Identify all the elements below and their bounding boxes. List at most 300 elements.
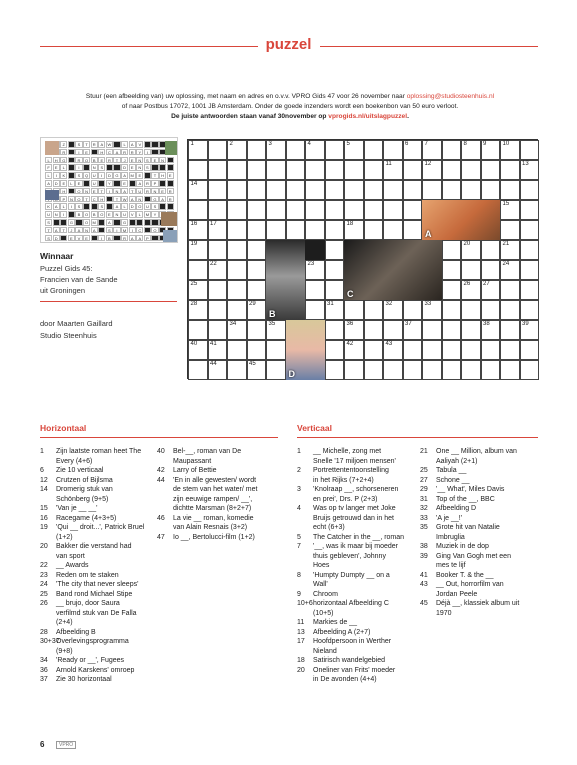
thumb-cell: D <box>53 180 60 187</box>
thumb-cell: T <box>113 196 120 203</box>
grid-cell[interactable] <box>305 280 325 300</box>
thumb-cell: L <box>60 164 67 171</box>
thumb-cell: P <box>144 235 151 242</box>
grid-cell-number: 40 <box>190 341 198 347</box>
grid-cell[interactable] <box>422 340 442 360</box>
intro-result-link[interactable]: vprogids.nl/uitslagpuzzel <box>328 113 408 120</box>
thumb-cell: M <box>122 227 127 233</box>
grid-cell[interactable] <box>188 340 208 360</box>
grid-cell[interactable] <box>481 260 501 280</box>
grid-cell[interactable] <box>227 360 247 380</box>
clue-text-cont: mes te lijf <box>436 562 466 569</box>
grid-cell[interactable] <box>461 240 481 260</box>
grid-cell[interactable] <box>325 240 345 260</box>
thumb-cell: R <box>129 149 136 156</box>
grid-cell[interactable] <box>442 180 462 200</box>
thumb-cell: B <box>106 235 113 242</box>
grid-cell[interactable] <box>461 300 481 320</box>
grid-cell[interactable] <box>266 340 286 360</box>
grid-cell[interactable] <box>442 300 462 320</box>
grid-cell[interactable] <box>247 340 267 360</box>
grid-cell-number: 12 <box>424 161 432 167</box>
grid-cell[interactable] <box>325 200 345 220</box>
clue-text: 'The city that never sleeps' <box>56 581 139 588</box>
clue-text: Afbeelding B <box>56 628 96 636</box>
grid-cell[interactable] <box>227 320 247 340</box>
thumb-cell: E <box>60 180 67 187</box>
grid-cell[interactable] <box>266 180 286 200</box>
grid-cell[interactable] <box>461 340 481 360</box>
grid-cell[interactable] <box>364 200 384 220</box>
grid-cell[interactable] <box>208 180 228 200</box>
thumb-cell <box>83 180 90 187</box>
thumb-cell: O <box>151 227 158 234</box>
grid-cell[interactable] <box>247 260 267 280</box>
clue-text: Band rond Michael Stipe <box>56 590 133 598</box>
across-clue <box>157 466 282 476</box>
grid-cell[interactable] <box>442 280 462 300</box>
grid-cell[interactable] <box>500 340 520 360</box>
clue-text-cont: Snelle '17 miljoen mensen' <box>313 457 396 465</box>
clue-text: Hoofdpersoon in Werther <box>313 638 392 645</box>
grid-cell[interactable] <box>227 340 247 360</box>
grid-cell[interactable] <box>481 140 501 160</box>
grid-cell[interactable] <box>364 220 384 240</box>
grid-cell[interactable] <box>325 260 345 280</box>
grid-cell[interactable] <box>481 280 501 300</box>
photo-c <box>344 240 442 300</box>
grid-cell[interactable] <box>520 240 540 260</box>
clue-text-cont: verfilmd stuk van De Falla <box>56 609 137 617</box>
grid-cell[interactable] <box>325 320 345 340</box>
clue-text: echt (6+3) <box>313 524 345 531</box>
grid-cell[interactable] <box>188 300 208 320</box>
grid-cell[interactable] <box>481 340 501 360</box>
grid-cell[interactable] <box>422 160 442 180</box>
grid-cell[interactable] <box>266 220 286 240</box>
grid-cell[interactable] <box>461 280 481 300</box>
grid-cell[interactable] <box>188 180 208 200</box>
grid-cell[interactable] <box>403 140 423 160</box>
thumb-cell: T <box>129 188 136 195</box>
grid-cell[interactable] <box>286 200 306 220</box>
clue-number: 6 <box>40 467 44 474</box>
grid-cell[interactable] <box>344 360 364 380</box>
thumb-photo <box>165 141 177 155</box>
grid-cell[interactable] <box>344 300 364 320</box>
clue-text: '__ What', Miles Davis <box>436 486 505 493</box>
grid-cell[interactable] <box>461 140 481 160</box>
thumb-cell: T <box>60 227 67 234</box>
grid-cell[interactable] <box>188 140 208 160</box>
grid-cell[interactable] <box>520 180 540 200</box>
thumb-cell: N <box>91 164 98 171</box>
grid-cell[interactable] <box>383 320 403 340</box>
grid-cell[interactable] <box>208 300 228 320</box>
grid-cell[interactable] <box>442 160 462 180</box>
grid-cell[interactable] <box>286 140 306 160</box>
grid-cell[interactable] <box>364 180 384 200</box>
thumb-cell <box>113 180 120 187</box>
thumb-cell: E <box>68 235 75 242</box>
grid-cell[interactable] <box>500 360 520 380</box>
thumb-cell: E <box>167 172 174 179</box>
grid-cell[interactable] <box>325 220 345 240</box>
grid-cell[interactable] <box>442 340 462 360</box>
header-rule-right <box>320 46 538 47</box>
clue-text: zijn eeuwige rampen/ __', <box>173 495 253 503</box>
grid-cell-number: 2 <box>229 141 233 147</box>
thumb-cell: A <box>136 180 143 187</box>
grid-cell[interactable] <box>442 360 462 380</box>
grid-cell[interactable] <box>364 360 384 380</box>
grid-cell[interactable] <box>188 220 208 240</box>
thumb-cell <box>60 235 67 242</box>
clue-text-cont: Nieland <box>313 647 337 655</box>
grid-cell[interactable] <box>286 220 306 240</box>
grid-cell[interactable] <box>227 240 247 260</box>
thumb-cell: A <box>121 188 128 195</box>
grid-cell[interactable] <box>520 360 540 380</box>
clue-text-cont: van sport <box>56 552 85 560</box>
grid-cell-number: 4 <box>307 141 311 147</box>
grid-cell[interactable] <box>442 240 462 260</box>
grid-cell[interactable] <box>461 260 481 280</box>
grid-cell[interactable] <box>422 300 442 320</box>
grid-cell[interactable] <box>481 320 501 340</box>
grid-cell[interactable] <box>383 180 403 200</box>
intro-line2: of naar Postbus 17072, 1001 JB Amsterdam. Onder de goede inzenders wordt een boekenbon van 50 euro verloot. <box>121 103 459 110</box>
grid-cell[interactable] <box>520 300 540 320</box>
grid-cell[interactable] <box>520 220 540 240</box>
grid-cell[interactable] <box>266 360 286 380</box>
grid-cell[interactable] <box>500 160 520 180</box>
previous-solution-thumbnail <box>40 137 178 243</box>
across-clue <box>40 542 155 561</box>
clue-number: 25 <box>420 467 428 474</box>
grid-cell[interactable] <box>266 200 286 220</box>
grid-cell[interactable] <box>422 320 442 340</box>
grid-cell[interactable] <box>227 220 247 240</box>
grid-cell[interactable] <box>422 180 442 200</box>
grid-cell[interactable] <box>383 360 403 380</box>
grid-cell[interactable] <box>500 140 520 160</box>
grid-cell[interactable] <box>325 180 345 200</box>
grid-cell[interactable] <box>383 140 403 160</box>
thumb-cell: H <box>159 172 166 179</box>
clue-text: Crutzen of Bijlsma <box>56 476 113 484</box>
grid-cell[interactable] <box>500 180 520 200</box>
thumb-cell <box>91 203 98 210</box>
clue-number: 9 <box>297 590 301 598</box>
thumb-cell: I <box>106 188 113 195</box>
grid-cell[interactable] <box>500 260 520 280</box>
grid-cell[interactable] <box>305 220 325 240</box>
grid-cell[interactable] <box>227 200 247 220</box>
grid-cell[interactable] <box>305 260 325 280</box>
grid-cell[interactable] <box>344 200 364 220</box>
clue-text: __ Michelle, zong met <box>313 448 382 455</box>
grid-cell[interactable] <box>208 240 228 260</box>
thumb-cell: R <box>121 235 128 242</box>
grid-cell[interactable] <box>442 260 462 280</box>
down-clue <box>420 599 540 618</box>
grid-cell[interactable] <box>442 140 462 160</box>
grid-cell[interactable] <box>266 140 286 160</box>
thumb-cell: M <box>92 220 96 225</box>
thumb-cell: R <box>167 188 174 195</box>
thumb-cell <box>68 172 75 179</box>
thumb-cell: T <box>113 157 120 164</box>
grid-cell[interactable] <box>247 140 267 160</box>
clue-text: (10+5) <box>313 609 334 617</box>
grid-cell[interactable] <box>247 220 267 240</box>
page-number: 6 <box>40 740 45 749</box>
grid-cell[interactable] <box>227 280 247 300</box>
thumb-cell <box>113 141 120 148</box>
grid-cell[interactable] <box>208 160 228 180</box>
grid-cell[interactable] <box>403 320 423 340</box>
grid-cell[interactable] <box>403 160 423 180</box>
grid-cell[interactable] <box>305 200 325 220</box>
grid-cell-number: 5 <box>346 141 350 147</box>
across-clue <box>157 476 282 495</box>
grid-cell[interactable] <box>461 160 481 180</box>
grid-cell[interactable] <box>325 160 345 180</box>
clue-text: The Catcher in the __, roman <box>313 533 405 541</box>
grid-cell[interactable] <box>500 320 520 340</box>
grid-cell[interactable] <box>325 280 345 300</box>
grid-cell-number: 36 <box>346 321 354 327</box>
grid-cell[interactable] <box>500 240 520 260</box>
grid-cell[interactable] <box>383 220 403 240</box>
grid-cell-number: 33 <box>424 301 432 307</box>
grid-cell[interactable] <box>344 340 364 360</box>
grid-cell-number: 42 <box>346 341 354 347</box>
grid-cell[interactable] <box>266 320 286 340</box>
grid-cell[interactable] <box>208 200 228 220</box>
grid-cell[interactable] <box>383 160 403 180</box>
grid-cell[interactable] <box>325 360 345 380</box>
thumb-cell: I <box>75 149 82 156</box>
grid-cell-number: 41 <box>210 341 217 347</box>
grid-cell[interactable] <box>247 240 267 260</box>
thumb-cell <box>106 203 113 210</box>
grid-cell[interactable] <box>403 360 423 380</box>
grid-cell[interactable] <box>227 140 247 160</box>
clue-number: 23 <box>40 571 48 579</box>
across-clue <box>40 618 155 628</box>
grid-cell[interactable] <box>227 260 247 280</box>
grid-cell[interactable] <box>520 320 540 340</box>
down-clue <box>420 580 540 599</box>
grid-cell[interactable] <box>305 140 325 160</box>
grid-cell-number: 6 <box>405 141 409 147</box>
grid-cell[interactable] <box>481 300 501 320</box>
intro-email-link[interactable]: oplossing@studiosteenhuis.nl <box>406 93 495 100</box>
clue-text: Schone __ <box>436 476 470 484</box>
thumb-cell: N <box>53 211 60 218</box>
grid-cell[interactable] <box>481 160 501 180</box>
thumb-cell: E <box>129 164 136 171</box>
grid-cell[interactable] <box>305 180 325 200</box>
grid-cell[interactable] <box>286 180 306 200</box>
across-clue <box>40 590 155 600</box>
grid-cell[interactable] <box>208 220 228 240</box>
grid-cell[interactable] <box>461 360 481 380</box>
across-clue <box>40 666 155 676</box>
grid-cell[interactable] <box>500 200 520 220</box>
grid-cell[interactable] <box>266 160 286 180</box>
grid-cell[interactable] <box>500 300 520 320</box>
clue-number: 26 <box>40 600 48 607</box>
grid-cell[interactable] <box>188 260 208 280</box>
grid-cell[interactable] <box>442 320 462 340</box>
grid-cell[interactable] <box>227 160 247 180</box>
intro-line3-end: . <box>407 113 409 120</box>
grid-cell[interactable] <box>403 200 423 220</box>
grid-cell[interactable] <box>344 320 364 340</box>
grid-cell-number: 1 <box>190 141 194 147</box>
thumb-cell: S <box>75 141 82 148</box>
grid-cell[interactable] <box>500 280 520 300</box>
grid-cell[interactable] <box>227 300 247 320</box>
clue-number: 21 <box>420 448 428 455</box>
clue-number: 5 <box>297 533 301 541</box>
clue-text: Booker T. & the __ <box>436 571 494 579</box>
grid-cell[interactable] <box>188 160 208 180</box>
grid-cell[interactable] <box>481 240 501 260</box>
thumb-cell: A <box>53 227 60 234</box>
grid-cell-number: 29 <box>249 301 256 307</box>
clue-text: Zie 10 verticaal <box>56 467 104 474</box>
grid-cell[interactable] <box>403 300 423 320</box>
grid-cell[interactable] <box>305 160 325 180</box>
clue-number: 12 <box>40 476 48 484</box>
grid-cell[interactable] <box>344 140 364 160</box>
across-clue <box>157 447 282 466</box>
grid-cell[interactable] <box>325 300 345 320</box>
across-clue <box>40 647 155 657</box>
grid-cell[interactable] <box>461 320 481 340</box>
grid-cell[interactable] <box>227 180 247 200</box>
grid-cell[interactable] <box>520 340 540 360</box>
grid-cell[interactable] <box>461 180 481 200</box>
thumb-cell: I <box>98 235 105 242</box>
grid-cell[interactable] <box>208 140 228 160</box>
grid-cell[interactable] <box>247 300 267 320</box>
grid-cell[interactable] <box>305 300 325 320</box>
grid-cell[interactable] <box>208 320 228 340</box>
grid-cell[interactable] <box>520 260 540 280</box>
grid-cell[interactable] <box>364 300 384 320</box>
grid-cell[interactable] <box>364 140 384 160</box>
grid-cell[interactable] <box>325 340 345 360</box>
grid-cell[interactable] <box>364 340 384 360</box>
grid-cell[interactable] <box>208 360 228 380</box>
grid-cell[interactable] <box>383 200 403 220</box>
thumb-photo <box>45 141 59 155</box>
grid-cell[interactable] <box>208 260 228 280</box>
across-heading: Horizontaal <box>40 423 87 433</box>
clue-text: La vie __ roman, komedie <box>173 514 254 522</box>
grid-cell[interactable] <box>422 360 442 380</box>
grid-cell[interactable] <box>344 160 364 180</box>
grid-cell[interactable] <box>403 340 423 360</box>
down-clue <box>297 628 415 638</box>
grid-cell[interactable] <box>520 200 540 220</box>
thumb-cell: V <box>136 141 143 148</box>
thumb-cell: M <box>130 173 134 179</box>
grid-cell[interactable] <box>325 140 345 160</box>
thumb-cell: S <box>106 227 113 234</box>
across-clue <box>40 466 155 476</box>
clue-number: 34 <box>40 657 48 664</box>
grid-cell-number: 7 <box>424 141 428 147</box>
grid-cell[interactable] <box>422 140 442 160</box>
clue-text: 'Van je __ __' <box>56 505 98 512</box>
grid-cell[interactable] <box>208 340 228 360</box>
grid-cell[interactable] <box>188 200 208 220</box>
down-clue <box>297 485 415 504</box>
thumb-cell <box>167 203 174 210</box>
thumb-cell: N <box>68 196 75 203</box>
grid-cell[interactable] <box>286 160 306 180</box>
grid-cell[interactable] <box>364 320 384 340</box>
thumb-cell: J <box>121 157 128 164</box>
grid-cell[interactable] <box>500 220 520 240</box>
grid-cell[interactable] <box>520 280 540 300</box>
grid-cell[interactable] <box>344 220 364 240</box>
across-clue <box>157 514 282 533</box>
grid-cell[interactable] <box>188 280 208 300</box>
grid-cell[interactable] <box>520 140 540 160</box>
thumb-cell <box>83 164 90 171</box>
grid-cell[interactable] <box>247 360 267 380</box>
grid-cell[interactable] <box>188 240 208 260</box>
clue-number: 24 <box>40 581 48 588</box>
grid-cell[interactable] <box>247 320 267 340</box>
footer-logo: VPRO <box>56 741 76 749</box>
thumb-cell: C <box>91 196 98 203</box>
thumb-cell: P <box>60 196 67 203</box>
grid-cell-number: 10 <box>502 141 510 147</box>
thumb-cell <box>144 141 151 148</box>
grid-cell[interactable] <box>403 220 423 240</box>
grid-cell[interactable] <box>247 200 267 220</box>
grid-cell[interactable] <box>344 180 364 200</box>
grid-cell[interactable] <box>481 180 501 200</box>
down-clue <box>297 447 415 466</box>
grid-cell[interactable] <box>403 180 423 200</box>
thumb-photo <box>161 212 177 226</box>
grid-cell[interactable] <box>247 180 267 200</box>
grid-cell[interactable] <box>208 280 228 300</box>
grid-cell[interactable] <box>481 360 501 380</box>
thumb-cell: R <box>75 157 82 164</box>
grid-cell[interactable] <box>383 340 403 360</box>
grid-cell[interactable] <box>383 300 403 320</box>
thumb-cell: T <box>151 172 158 179</box>
grid-cell[interactable] <box>247 160 267 180</box>
grid-cell[interactable] <box>364 160 384 180</box>
grid-cell[interactable] <box>188 320 208 340</box>
clue-number: 35 <box>420 524 428 531</box>
grid-cell[interactable] <box>188 360 208 380</box>
grid-cell[interactable] <box>520 160 540 180</box>
grid-cell[interactable] <box>247 280 267 300</box>
clue-text: Top of the __, BBC <box>436 495 495 503</box>
